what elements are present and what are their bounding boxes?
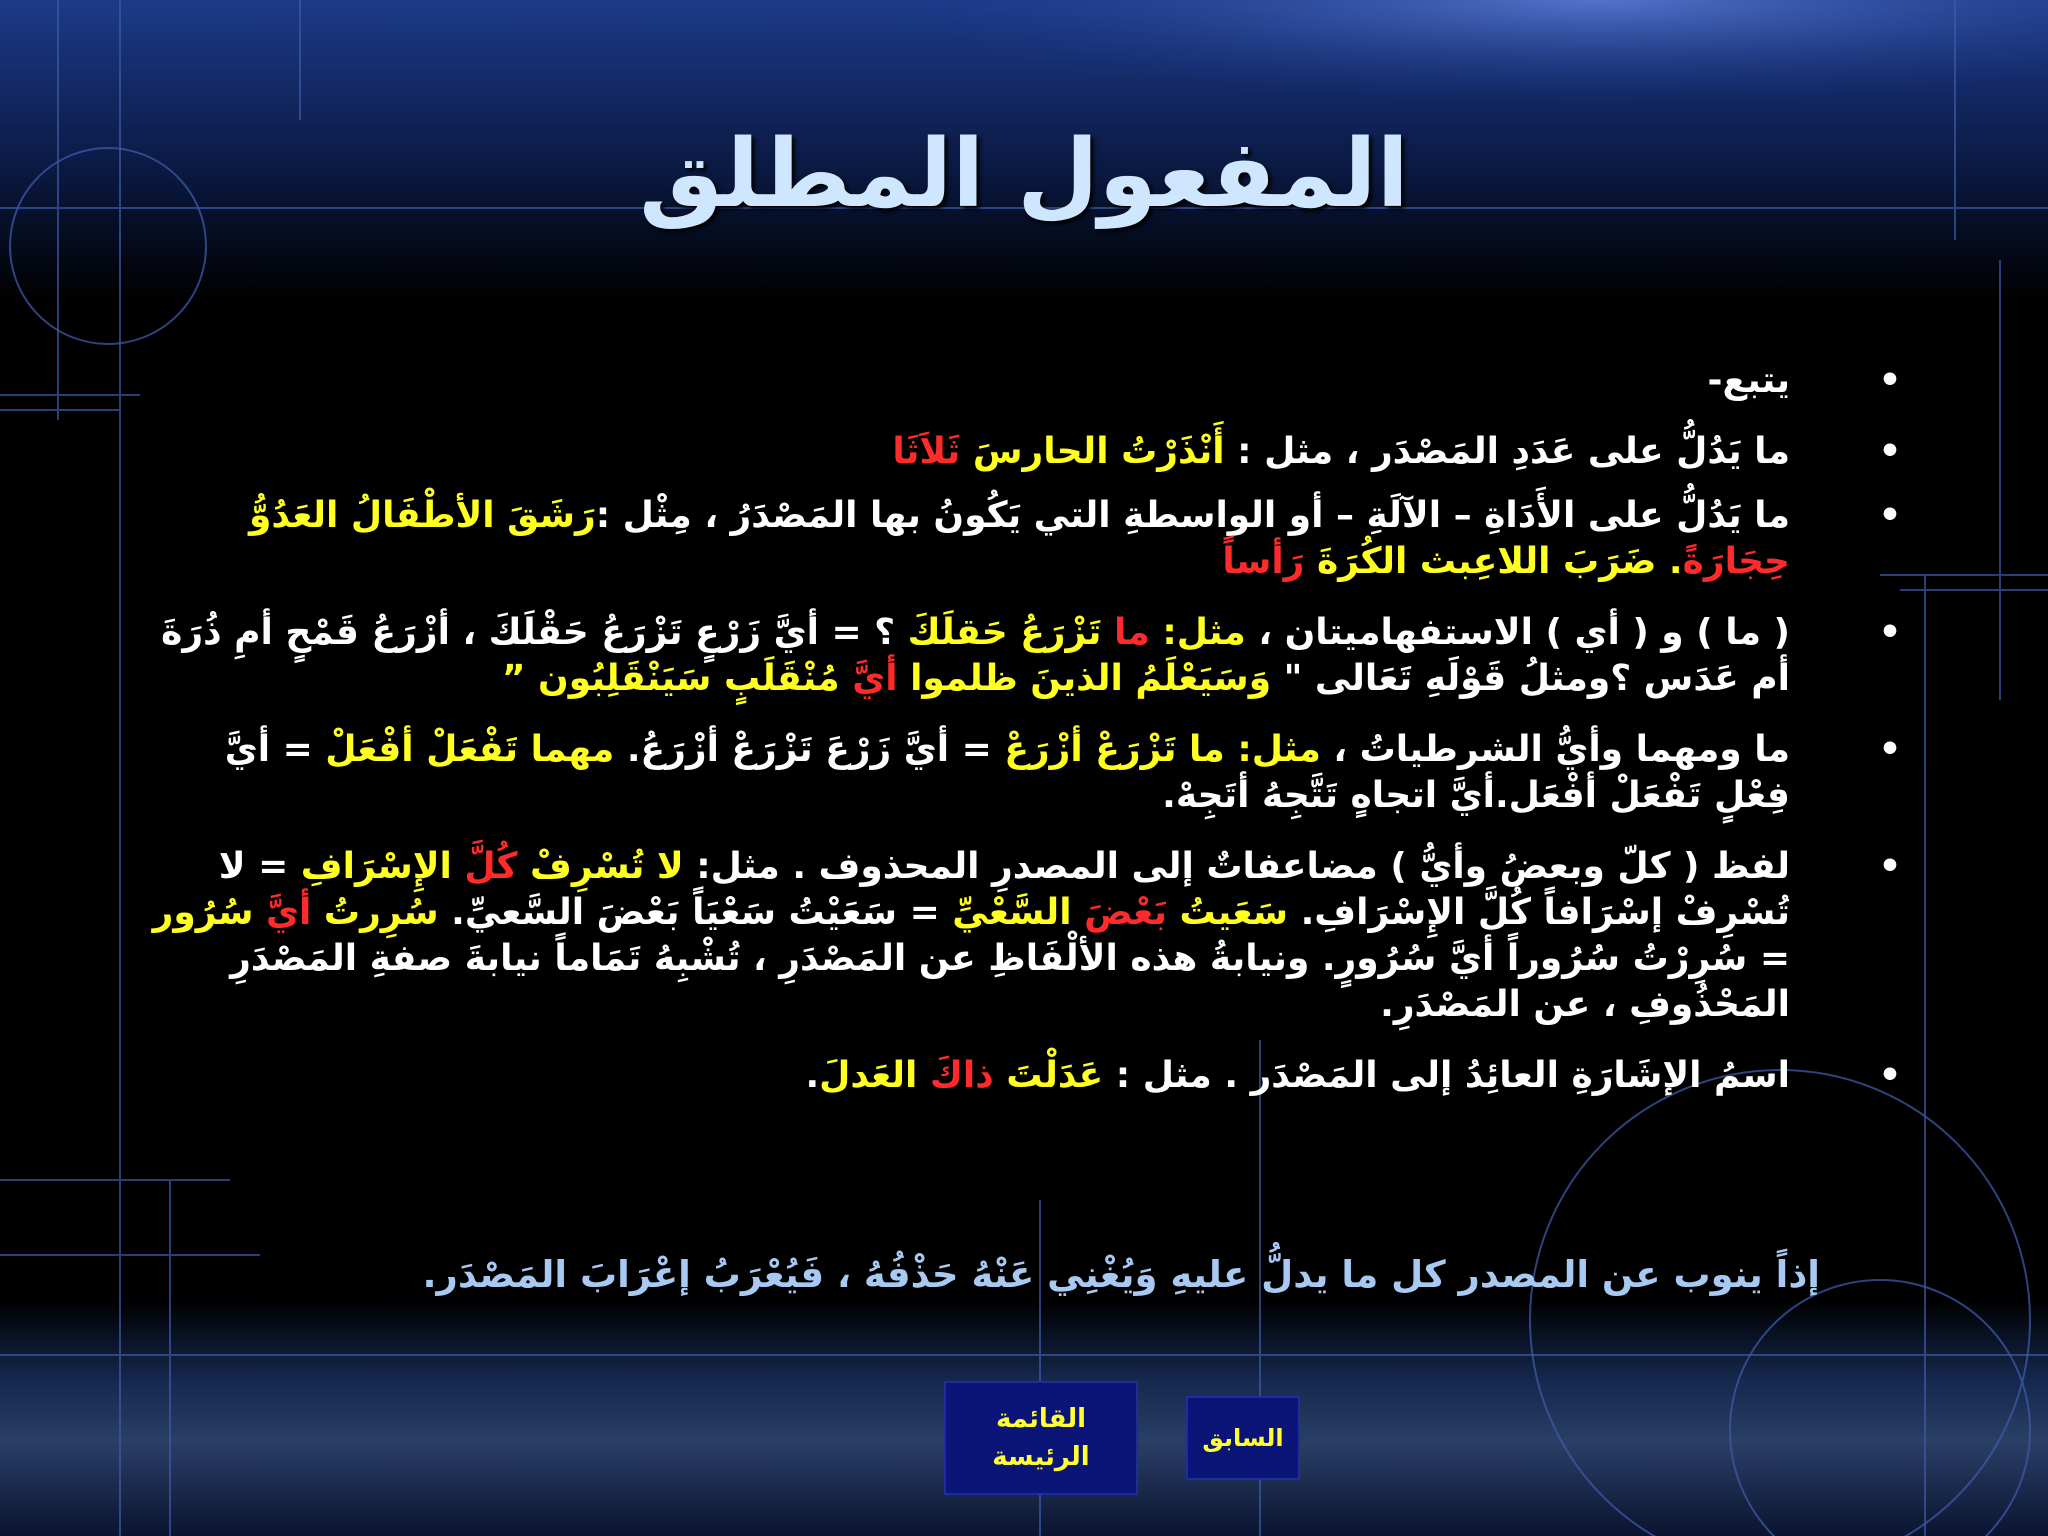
list-item (140, 358, 1902, 404)
text-segment: ما (1101, 612, 1150, 653)
bullet-icon: • (1878, 846, 1902, 887)
text-segment: = أيَّ فِعْلٍ تَفْعَلْ أفْعَل.أيَّ اتجاهٍ تَتَّجِهُ أتَجِهْ. (224, 729, 1790, 816)
text-segment: أيَّ (266, 892, 312, 933)
bullet-icon: • (1878, 729, 1902, 770)
text-segment: لفظ ( كلّ وبعضُ وأيُّ ) مضاعفاتٌ إلى المصدرِ المحذوف . مثل: (683, 846, 1790, 887)
text-segment: اسمُ الإشَارَةِ العائِدُ إلى المَصْدَر . مثل : (1103, 1055, 1790, 1096)
bullet-icon: • (1878, 495, 1902, 536)
bullet-list (140, 358, 1902, 1124)
text-segment: مثل: ما تَزْرَعْ أزْرَعْ (1004, 729, 1321, 770)
text-segment: لا تُسْرِفْ (517, 846, 684, 887)
main-menu-button[interactable]: القائمة الرئيسة (944, 1381, 1138, 1495)
text-segment: وَسَيَعْلَمُ الذينَ ظلموا (897, 658, 1272, 699)
text-segment: العَدلَ (819, 1055, 930, 1096)
list-item (140, 1053, 1902, 1099)
list-item (140, 493, 1902, 585)
text-segment: رَأساً (1222, 541, 1305, 582)
summary-note: إذاً ينوب عن المصدر كل ما يدلُّ عليهِ وَيُغْنِي عَنْهُ حَذْفُهُ ، فَيُعْرَبُ إعْرَابَ المَصْدَر. (422, 1253, 1820, 1296)
text-segment: الإِسْرَافِ (300, 846, 465, 887)
text-segment: مُنْقَلَبٍ سَيَنْقَلِبُون ” (501, 658, 853, 699)
text-segment: تَزْرَعُ حَقلَكَ (907, 612, 1102, 653)
list-item (140, 844, 1902, 1028)
text-segment: ذاكَ (929, 1055, 994, 1096)
text-segment: سُرِرتُ (311, 892, 439, 933)
text-segment: السَّعْيِّ (952, 892, 1085, 933)
text-segment: يتبع- (1707, 360, 1790, 401)
text-segment: مثل: (1149, 612, 1246, 653)
text-segment: بَعْضَ (1084, 892, 1168, 933)
bullet-icon: • (1878, 612, 1902, 653)
bullet-icon: • (1878, 360, 1902, 401)
text-segment: ما يَدُلُّ على عَدَدِ المَصْدَر ، مثل : (1224, 431, 1790, 472)
text-segment: ( ما ) و ( أي ) الاستفهاميتان ، (1245, 612, 1790, 653)
text-segment: كُلَّ (464, 846, 518, 887)
text-segment: حِجَارَةً (1682, 541, 1790, 582)
text-segment: ؟ = أيَّ زَرْعٍ تَزْرَعُ حَقْلَكَ ، أزْرَعُ قَمْحٍ أمِ ذُرَةَ أم عَدَس ؟ومثلُ قَوْلَهِ تَعَالى " (161, 612, 1790, 699)
text-segment: = سُرِرْتُ سُرُوراً أيَّ سُرُورٍ. ونيابةُ هذه الألْفَاظِ عن المَصْدَرِ ، تُشْبِهُ تَمَاماً نيابةَ صفةِ المَصْدَرِ المَحْذُوفِ ، عن المَصْدَرِ. (230, 938, 1790, 1025)
text-segment: رَشَقَ الأطْفَالُ العَدُوُّ (249, 495, 596, 536)
text-segment: = أيَّ زَرْعَ تَزْرَعْ أزْرَعُ. (614, 729, 1005, 770)
text-segment: . ضَرَبَ اللاعِبث الكُرَةَ (1304, 541, 1683, 582)
text-segment: سُرُور (152, 892, 267, 933)
text-segment: أيَّ (852, 658, 898, 699)
list-item (140, 727, 1902, 819)
text-segment: مهما تَفْعَلْ أفْعَلْ (325, 729, 615, 770)
text-segment: ثَلاَثَا (892, 431, 961, 472)
text-segment: ما يَدُلُّ على الأَدَاةِ – الآلَةِ – أو الواسطةِ التي يَكُونُ بها المَصْدَرُ ، مِثْل : (595, 495, 1790, 536)
text-segment: . (805, 1055, 820, 1096)
text-segment: = لا تُسْرِفْ إسْرَافاً كُلَّ الإِسْرَافِ. (218, 846, 1790, 933)
text-segment: = سَعَيْتُ سَعْيَاً بَعْضَ السَّعيِّ. (438, 892, 953, 933)
text-segment: سَعَيتُ (1167, 892, 1289, 933)
list-item (140, 610, 1902, 702)
list-item (140, 429, 1902, 475)
slide-title: المفعول المطلق (639, 120, 1409, 229)
bullet-icon: • (1878, 1055, 1902, 1096)
bullet-icon: • (1878, 431, 1902, 472)
text-segment: ما ومهما وأيُّ الشرطياتُ ، (1320, 729, 1790, 770)
text-segment: عَدَلْتَ (993, 1055, 1104, 1096)
text-segment: أَنْذَرْتُ الحارسَ (960, 431, 1225, 472)
previous-button[interactable]: السابق (1186, 1396, 1300, 1480)
